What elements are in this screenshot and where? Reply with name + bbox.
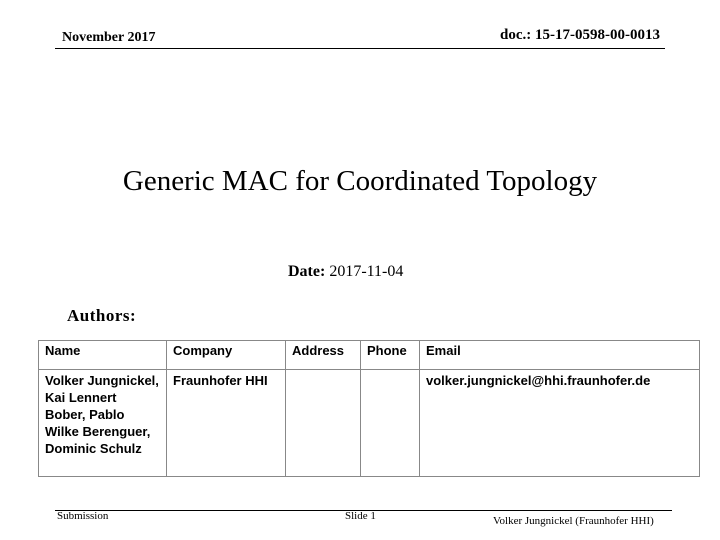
date-line bbox=[288, 263, 403, 281]
cell-name: Volker Jungnickel, Kai Lennert Bober, Pablo Wilke Berenguer, Dominic Schulz bbox=[39, 370, 167, 477]
header-date: November 2017 bbox=[62, 30, 156, 45]
cell-phone bbox=[361, 370, 420, 477]
authors-table bbox=[38, 340, 700, 477]
cell-email: volker.jungnickel@hhi.fraunhofer.de bbox=[420, 370, 700, 477]
header-name: Name bbox=[39, 341, 167, 370]
date-value: 2017-11-04 bbox=[329, 263, 404, 280]
table-row bbox=[39, 370, 700, 477]
cell-address bbox=[286, 370, 361, 477]
header-phone: Phone bbox=[361, 341, 420, 370]
footer-slide-number: Slide 1 bbox=[345, 510, 376, 522]
cell-company: Fraunhofer HHI bbox=[167, 370, 286, 477]
table-header-row bbox=[39, 341, 700, 370]
authors-heading: Authors: bbox=[67, 306, 137, 325]
header-email: Email bbox=[420, 341, 700, 370]
document-id: doc.: 15-17-0598-00-0013 bbox=[500, 27, 660, 43]
footer-author: Volker Jungnickel (Fraunhofer HHI) bbox=[493, 515, 654, 527]
header-company: Company bbox=[167, 341, 286, 370]
footer-submission: Submission bbox=[57, 510, 109, 522]
date-label: Date: bbox=[288, 263, 326, 280]
header-address: Address bbox=[286, 341, 361, 370]
slide-title: Generic MAC for Coordinated Topology bbox=[122, 165, 598, 197]
header-divider bbox=[55, 48, 665, 49]
